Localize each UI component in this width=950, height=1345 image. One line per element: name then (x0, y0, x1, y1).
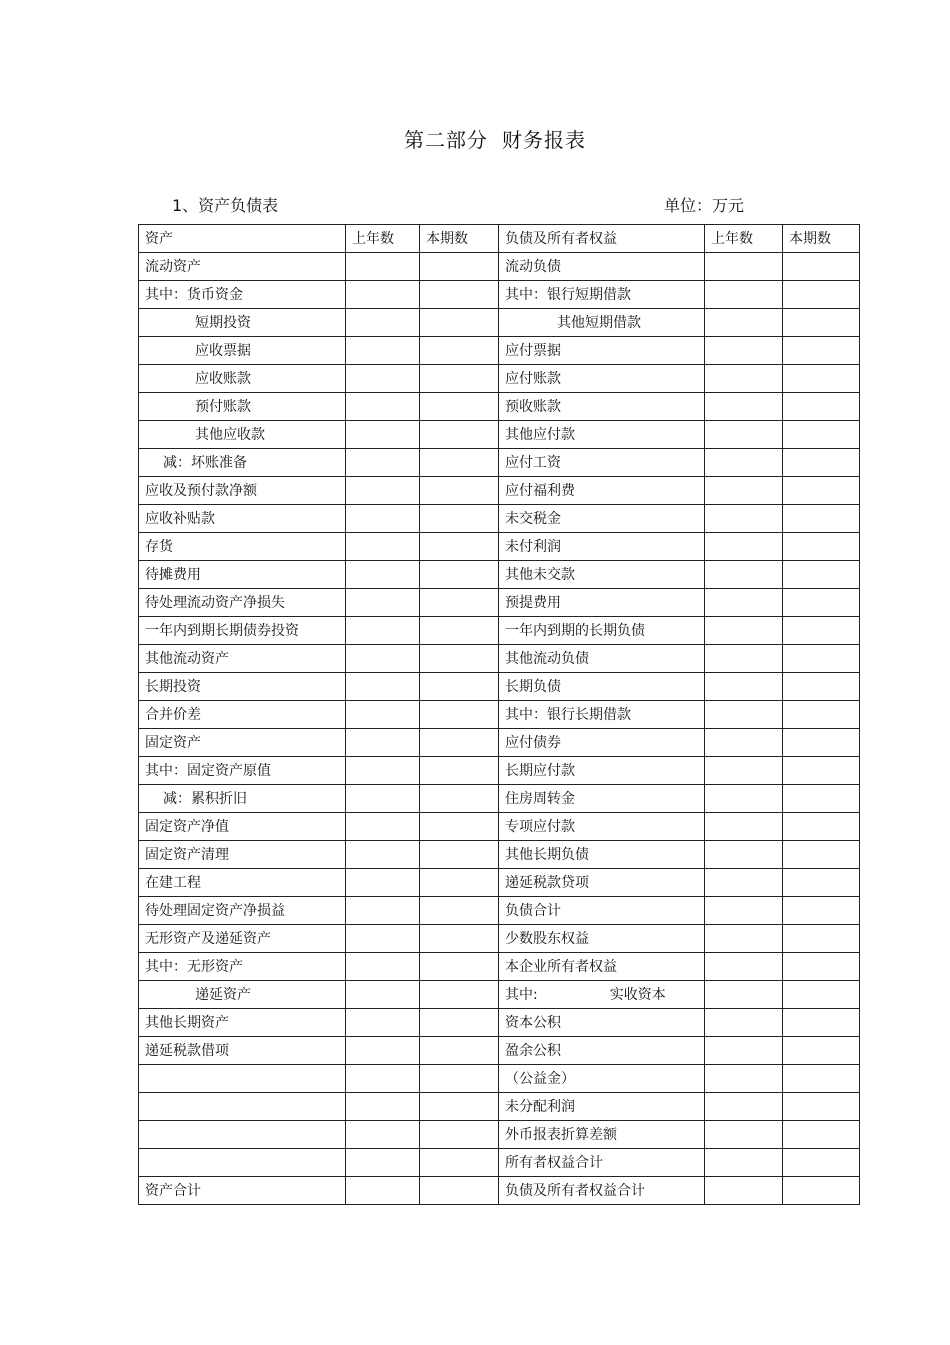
cell-empty (420, 337, 499, 365)
cell-empty (705, 533, 783, 561)
cell-empty (705, 785, 783, 813)
cell-empty (783, 1037, 860, 1065)
asset-label (139, 1093, 346, 1121)
cell-empty (705, 421, 783, 449)
liability-label: 应付债券 (499, 729, 705, 757)
cell-empty (346, 337, 420, 365)
cell-empty (783, 1065, 860, 1093)
cell-empty (783, 869, 860, 897)
cell-empty (346, 1177, 420, 1205)
cell-empty (420, 701, 499, 729)
liability-label: 其他短期借款 (499, 309, 705, 337)
asset-label: 固定资产净值 (139, 813, 346, 841)
cell-empty (346, 589, 420, 617)
cell-empty (420, 729, 499, 757)
cell-empty (783, 785, 860, 813)
liability-label: 一年内到期的长期负债 (499, 617, 705, 645)
table-row (139, 533, 860, 561)
table-row (139, 365, 860, 393)
asset-label (139, 1065, 346, 1093)
cell-empty (420, 505, 499, 533)
cell-empty (346, 645, 420, 673)
cell-empty (346, 925, 420, 953)
cell-empty (420, 897, 499, 925)
table-row (139, 953, 860, 981)
asset-label: 其他应收款 (139, 421, 346, 449)
cell-empty (346, 505, 420, 533)
cell-empty (783, 337, 860, 365)
cell-empty (420, 281, 499, 309)
table-row (139, 337, 860, 365)
cell-empty (346, 1037, 420, 1065)
table-row (139, 561, 860, 589)
cell-empty (783, 477, 860, 505)
cell-empty (420, 813, 499, 841)
cell-empty (705, 281, 783, 309)
cell-empty (346, 1149, 420, 1177)
table-row (139, 505, 860, 533)
cell-empty (346, 449, 420, 477)
asset-label: 待处理流动资产净损失 (139, 589, 346, 617)
table-row (139, 1093, 860, 1121)
cell-empty (346, 365, 420, 393)
cell-empty (420, 1177, 499, 1205)
asset-label: 应收补贴款 (139, 505, 346, 533)
cell-empty (783, 365, 860, 393)
cell-empty (420, 1093, 499, 1121)
cell-empty (705, 841, 783, 869)
asset-label: 存货 (139, 533, 346, 561)
cell-empty (346, 253, 420, 281)
cell-empty (705, 813, 783, 841)
table-row (139, 1149, 860, 1177)
asset-label: 待处理固定资产净损益 (139, 897, 346, 925)
title-part-1: 第二部分 (404, 128, 488, 152)
cell-empty (420, 953, 499, 981)
asset-label: 固定资产 (139, 729, 346, 757)
cell-empty (346, 421, 420, 449)
cell-empty (705, 337, 783, 365)
cell-empty (705, 253, 783, 281)
cell-empty (705, 1065, 783, 1093)
cell-empty (705, 365, 783, 393)
table-row (139, 813, 860, 841)
liability-label: 应付福利费 (499, 477, 705, 505)
table-row (139, 1037, 860, 1065)
table-row (139, 645, 860, 673)
page-title (0, 124, 950, 153)
cell-empty (420, 617, 499, 645)
cell-empty (705, 309, 783, 337)
liability-label: 住房周转金 (499, 785, 705, 813)
liability-label: 其他应付款 (499, 421, 705, 449)
cell-empty (783, 1177, 860, 1205)
liability-label: 其中：银行短期借款 (499, 281, 705, 309)
table-row (139, 757, 860, 785)
cell-empty (705, 645, 783, 673)
cell-empty (346, 897, 420, 925)
cell-empty (420, 757, 499, 785)
cell-empty (783, 617, 860, 645)
liability-label: 所有者权益合计 (499, 1149, 705, 1177)
header-prev-year-right: 上年数 (705, 225, 783, 253)
cell-empty (705, 1037, 783, 1065)
cell-empty (420, 393, 499, 421)
cell-empty (705, 869, 783, 897)
cell-empty (346, 1065, 420, 1093)
cell-empty (420, 1121, 499, 1149)
cell-empty (420, 309, 499, 337)
liability-label: 专项应付款 (499, 813, 705, 841)
cell-empty (420, 253, 499, 281)
table-row (139, 449, 860, 477)
asset-label: 减：累积折旧 (139, 785, 346, 813)
liability-label: 应付工资 (499, 449, 705, 477)
cell-empty (783, 897, 860, 925)
cell-empty (420, 925, 499, 953)
table-row (139, 393, 860, 421)
asset-label: 待摊费用 (139, 561, 346, 589)
table-row (139, 869, 860, 897)
cell-empty (783, 393, 860, 421)
liability-label: 负债合计 (499, 897, 705, 925)
cell-empty (705, 925, 783, 953)
cell-empty (346, 533, 420, 561)
cell-empty (420, 785, 499, 813)
asset-label: 一年内到期长期债券投资 (139, 617, 346, 645)
asset-label: 应收账款 (139, 365, 346, 393)
cell-empty (420, 449, 499, 477)
table-header-row (139, 225, 860, 253)
table-row (139, 1065, 860, 1093)
liability-label: 本企业所有者权益 (499, 953, 705, 981)
table-row (139, 281, 860, 309)
balance-sheet-table (138, 224, 860, 1205)
cell-empty (783, 1149, 860, 1177)
cell-empty (420, 533, 499, 561)
cell-empty (705, 477, 783, 505)
liability-total-label: 负债及所有者权益合计 (499, 1177, 705, 1205)
cell-empty (783, 813, 860, 841)
liability-label: 长期负债 (499, 673, 705, 701)
cell-empty (783, 925, 860, 953)
cell-empty (346, 561, 420, 589)
asset-label: 无形资产及递延资产 (139, 925, 346, 953)
cell-empty (783, 253, 860, 281)
cell-empty (346, 785, 420, 813)
asset-total-label: 资产合计 (139, 1177, 346, 1205)
table-row (139, 729, 860, 757)
liability-label: 预收账款 (499, 393, 705, 421)
title-part-2: 财务报表 (502, 128, 586, 152)
liability-label: 其中：银行长期借款 (499, 701, 705, 729)
cell-empty (346, 813, 420, 841)
cell-empty (705, 1121, 783, 1149)
liability-label: 应付票据 (499, 337, 705, 365)
cell-empty (705, 981, 783, 1009)
cell-empty (705, 1177, 783, 1205)
asset-label: 其他流动资产 (139, 645, 346, 673)
liability-label: 其他流动负债 (499, 645, 705, 673)
cell-empty (705, 1093, 783, 1121)
table-row (139, 1121, 860, 1149)
liability-label-prefix: 其中: (505, 986, 538, 1003)
header-liabilities: 负债及所有者权益 (499, 225, 705, 253)
table-row (139, 1009, 860, 1037)
liability-label: 流动负债 (499, 253, 705, 281)
cell-empty (705, 589, 783, 617)
asset-label: 长期投资 (139, 673, 346, 701)
cell-empty (420, 1149, 499, 1177)
cell-empty (346, 281, 420, 309)
table-row (139, 925, 860, 953)
table-row (139, 673, 860, 701)
liability-label: 未付利润 (499, 533, 705, 561)
asset-label: 预付账款 (139, 393, 346, 421)
cell-empty (783, 1093, 860, 1121)
header-current-right: 本期数 (783, 225, 860, 253)
cell-empty (705, 673, 783, 701)
cell-empty (705, 701, 783, 729)
cell-empty (783, 981, 860, 1009)
asset-label (139, 1121, 346, 1149)
cell-empty (783, 757, 860, 785)
asset-label: 其中：固定资产原值 (139, 757, 346, 785)
liability-label: 外币报表折算差额 (499, 1121, 705, 1149)
table-row (139, 421, 860, 449)
asset-label: 其中：无形资产 (139, 953, 346, 981)
asset-label: 流动资产 (139, 253, 346, 281)
cell-empty (346, 1009, 420, 1037)
table-row (139, 589, 860, 617)
table-row (139, 253, 860, 281)
cell-empty (346, 841, 420, 869)
liability-label: 资本公积 (499, 1009, 705, 1037)
cell-empty (783, 645, 860, 673)
asset-label: 其中：货币资金 (139, 281, 346, 309)
liability-label: 应付账款 (499, 365, 705, 393)
liability-label-item: 实收资本 (609, 986, 666, 1003)
cell-empty (705, 953, 783, 981)
cell-empty (420, 365, 499, 393)
liability-label: 预提费用 (499, 589, 705, 617)
cell-empty (420, 589, 499, 617)
asset-label: 减：坏账准备 (139, 449, 346, 477)
cell-empty (346, 869, 420, 897)
cell-empty (346, 393, 420, 421)
asset-label: 短期投资 (139, 309, 346, 337)
cell-empty (705, 1009, 783, 1037)
asset-label: 应收票据 (139, 337, 346, 365)
table-row (139, 617, 860, 645)
cell-empty (783, 729, 860, 757)
cell-empty (346, 729, 420, 757)
cell-empty (783, 505, 860, 533)
cell-empty (783, 953, 860, 981)
unit-label: 单位：万元 (664, 196, 745, 215)
liability-label: 递延税款贷项 (499, 869, 705, 897)
cell-empty (420, 1065, 499, 1093)
cell-empty (705, 729, 783, 757)
liability-label: 其他长期负债 (499, 841, 705, 869)
cell-empty (705, 449, 783, 477)
asset-label: 应收及预付款净额 (139, 477, 346, 505)
cell-empty (783, 561, 860, 589)
liability-label (499, 981, 705, 1009)
section-subtitle: 1、资产负债表 (172, 196, 279, 215)
asset-label: 在建工程 (139, 869, 346, 897)
asset-label: 递延资产 (139, 981, 346, 1009)
asset-label: 递延税款借项 (139, 1037, 346, 1065)
cell-empty (346, 953, 420, 981)
liability-label: 少数股东权益 (499, 925, 705, 953)
cell-empty (783, 281, 860, 309)
cell-empty (420, 981, 499, 1009)
cell-empty (705, 393, 783, 421)
table-row (139, 981, 860, 1009)
cell-empty (705, 561, 783, 589)
cell-empty (420, 1037, 499, 1065)
liability-label: 未交税金 (499, 505, 705, 533)
cell-empty (783, 589, 860, 617)
cell-empty (420, 561, 499, 589)
cell-empty (420, 1009, 499, 1037)
asset-label (139, 1149, 346, 1177)
liability-label: 长期应付款 (499, 757, 705, 785)
cell-empty (420, 869, 499, 897)
table-row (139, 897, 860, 925)
cell-empty (420, 645, 499, 673)
asset-label: 合并价差 (139, 701, 346, 729)
table-row (139, 477, 860, 505)
liability-label: （公益金） (499, 1065, 705, 1093)
cell-empty (783, 673, 860, 701)
cell-empty (346, 617, 420, 645)
cell-empty (346, 981, 420, 1009)
cell-empty (346, 309, 420, 337)
asset-label: 其他长期资产 (139, 1009, 346, 1037)
cell-empty (705, 1149, 783, 1177)
table-row (139, 1177, 860, 1205)
cell-empty (420, 421, 499, 449)
cell-empty (783, 533, 860, 561)
cell-empty (346, 1093, 420, 1121)
cell-empty (783, 421, 860, 449)
cell-empty (346, 701, 420, 729)
table-row (139, 309, 860, 337)
cell-empty (346, 673, 420, 701)
header-prev-year-left: 上年数 (346, 225, 420, 253)
cell-empty (783, 309, 860, 337)
cell-empty (420, 841, 499, 869)
cell-empty (420, 477, 499, 505)
cell-empty (346, 757, 420, 785)
cell-empty (783, 449, 860, 477)
cell-empty (705, 897, 783, 925)
cell-empty (705, 505, 783, 533)
cell-empty (705, 757, 783, 785)
header-current-left: 本期数 (420, 225, 499, 253)
table-row (139, 841, 860, 869)
table-row (139, 701, 860, 729)
cell-empty (346, 477, 420, 505)
liability-label: 盈余公积 (499, 1037, 705, 1065)
liability-label: 未分配利润 (499, 1093, 705, 1121)
cell-empty (783, 1121, 860, 1149)
cell-empty (346, 1121, 420, 1149)
cell-empty (783, 701, 860, 729)
cell-empty (783, 841, 860, 869)
header-assets: 资产 (139, 225, 346, 253)
liability-label: 其他未交款 (499, 561, 705, 589)
cell-empty (705, 617, 783, 645)
cell-empty (420, 673, 499, 701)
cell-empty (783, 1009, 860, 1037)
table-row (139, 785, 860, 813)
asset-label: 固定资产清理 (139, 841, 346, 869)
